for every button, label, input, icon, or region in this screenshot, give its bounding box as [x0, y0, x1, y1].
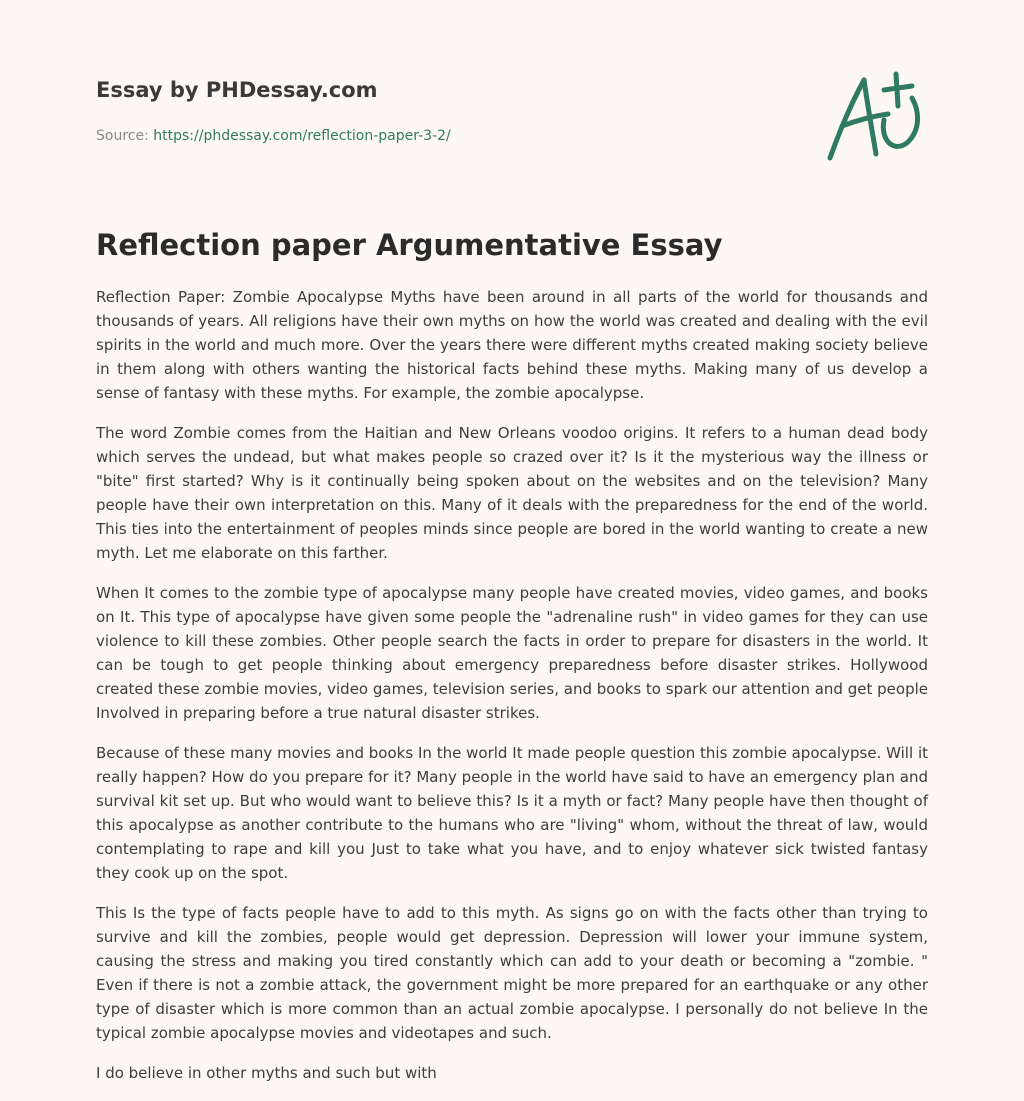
essay-body [96, 224, 928, 1101]
source-label: Source: [96, 128, 149, 144]
page-header [96, 76, 796, 146]
essay-paragraph: Reflection Paper: Zombie Apocalypse Myths have been around in all parts of the world for thousands and thousands of years. All religions have their own myths on how the world was created and dealing with the evil spirits in the world and much more. Over the years there were different myths created making society believe in them along with others wanting the historical facts behind these myths. Making many of us develop a sense of fantasy with these myths. For example, the zombie apocalypse. [96, 288, 928, 402]
site-title: Essay by PHDessay.com [96, 78, 378, 102]
essay-paragraph: The word Zombie comes from the Haitian and New Orleans voodoo origins. It refers to a human dead body which serves the undead, but what makes people so crazed over it? Is it the mysterious way the illness or "bite" first started? Why is it continually being spoken about on the websites and on the television? Many people have their own interpretation on this. Many of it deals with the preparedness for the end of the world. This ties into the entertainment of peoples minds since people are bored in the world wanting to create a new myth. Let me elaborate on this farther. [96, 424, 928, 562]
a-plus-logo-icon [822, 68, 926, 164]
essay-paragraph: This Is the type of facts people have to add to this myth. As signs go on with the facts other than trying to survive and kill the zombies, people would get depression. Depression will lower your immune system, causing the stress and making you tired constantly which can add to your death or becoming a "zombie. " Even if there is not a zombie attack, the government might be more prepared for an earthquake or any other type of disaster which is more common than an actual zombie apocalypse. I personally do not believe In the typical zombie apocalypse movies and videotapes and such. [96, 904, 928, 1042]
essay-paragraph: When It comes to the zombie type of apocalypse many people have created movies, video games, and books on It. This type of apocalypse have given some people the "adrenaline rush" in video games for they can use violence to kill these zombies. Other people search the facts in order to prepare for disasters in the world. It can be tough to get people thinking about emergency preparedness before disaster strikes. Hollywood created these zombie movies, video games, television series, and books to spark our attention and get people Involved in preparing before a true natural disaster strikes. [96, 584, 928, 722]
essay-title: Reflection paper Argumentative Essay [96, 228, 723, 262]
source-line [96, 126, 796, 146]
source-link[interactable]: https://phdessay.com/reflection-paper-3-2/ [153, 128, 451, 144]
essay-paragraph: I do believe in other myths and such but with [96, 1064, 437, 1082]
essay-paragraph: Because of these many movies and books In the world It made people question this zombie apocalypse. Will it really happen? How do you prepare for it? Many people in the world have said to have an emergency plan and survival kit set up. But who would want to believe this? Is it a myth or fact? Many people have then thought of this apocalypse as another contribute to the humans who are "living" whom, without the threat of law, would contemplating to rape and kill you Just to take what you have, and to enjoy whatever sick twisted fantasy they cook up on the spot. [96, 744, 928, 882]
